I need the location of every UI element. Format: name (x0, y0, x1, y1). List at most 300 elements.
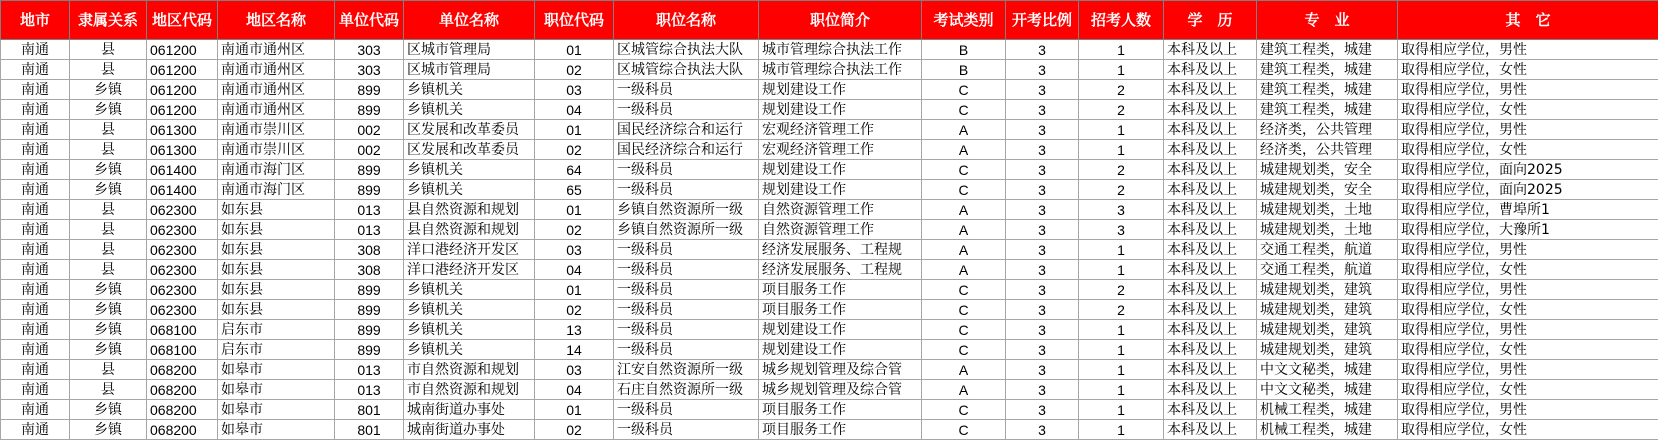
cell-position-name[interactable]: 一级科员 (614, 400, 759, 420)
cell-exam-category[interactable]: C (922, 280, 1006, 300)
cell-major[interactable]: 建筑工程类，城建 (1257, 80, 1398, 100)
cell-region-code[interactable]: 062300 (147, 300, 218, 320)
cell-headcount[interactable]: 2 (1079, 100, 1164, 120)
cell-headcount[interactable]: 1 (1079, 420, 1164, 440)
cell-region-name[interactable]: 如东县 (218, 260, 335, 280)
cell-headcount[interactable]: 3 (1079, 200, 1164, 220)
cell-city[interactable]: 南通 (1, 80, 70, 100)
cell-city[interactable]: 南通 (1, 420, 70, 440)
cell-exam-category[interactable]: C (922, 320, 1006, 340)
cell-position-code[interactable]: 03 (535, 240, 614, 260)
cell-position-desc[interactable]: 城市管理综合执法工作 (759, 60, 922, 80)
cell-exam-category[interactable]: A (922, 240, 1006, 260)
col-header-exam-category[interactable]: 考试类别 (922, 1, 1006, 40)
cell-position-code[interactable]: 02 (535, 60, 614, 80)
cell-unit-code[interactable]: 303 (335, 60, 404, 80)
cell-unit-name[interactable]: 洋口港经济开发区 (404, 240, 535, 260)
cell-major[interactable]: 建筑工程类，城建 (1257, 60, 1398, 80)
cell-exam-category[interactable]: C (922, 180, 1006, 200)
cell-unit-code[interactable]: 899 (335, 300, 404, 320)
col-header-unit-code[interactable]: 单位代码 (335, 1, 404, 40)
cell-other[interactable]: 取得相应学位，大豫所1 (1398, 220, 1658, 240)
cell-other[interactable]: 取得相应学位，男性 (1398, 240, 1658, 260)
cell-region-code[interactable]: 068200 (147, 360, 218, 380)
cell-city[interactable]: 南通 (1, 340, 70, 360)
col-header-headcount[interactable]: 招考人数 (1079, 1, 1164, 40)
cell-education[interactable]: 本科及以上 (1164, 220, 1257, 240)
cell-exam-ratio[interactable]: 3 (1006, 300, 1079, 320)
cell-unit-name[interactable]: 乡镇机关 (404, 180, 535, 200)
cell-exam-category[interactable]: A (922, 140, 1006, 160)
cell-city[interactable]: 南通 (1, 260, 70, 280)
cell-exam-ratio[interactable]: 3 (1006, 420, 1079, 440)
cell-position-name[interactable]: 乡镇自然资源所一级 (614, 200, 759, 220)
cell-position-desc[interactable]: 规划建设工作 (759, 340, 922, 360)
cell-position-code[interactable]: 02 (535, 300, 614, 320)
cell-exam-category[interactable]: A (922, 380, 1006, 400)
cell-position-name[interactable]: 一级科员 (614, 240, 759, 260)
cell-unit-name[interactable]: 乡镇机关 (404, 340, 535, 360)
cell-region-name[interactable]: 南通市通州区 (218, 60, 335, 80)
cell-education[interactable]: 本科及以上 (1164, 80, 1257, 100)
cell-region-code[interactable]: 062300 (147, 260, 218, 280)
cell-unit-code[interactable]: 899 (335, 340, 404, 360)
cell-position-code[interactable]: 01 (535, 120, 614, 140)
cell-region-name[interactable]: 启东市 (218, 340, 335, 360)
cell-position-code[interactable]: 01 (535, 40, 614, 60)
col-header-region-name[interactable]: 地区名称 (218, 1, 335, 40)
cell-affiliation[interactable]: 乡镇 (70, 100, 147, 120)
cell-city[interactable]: 南通 (1, 200, 70, 220)
cell-unit-code[interactable]: 013 (335, 200, 404, 220)
cell-position-desc[interactable]: 经济发展服务、工程规 (759, 240, 922, 260)
cell-unit-name[interactable]: 洋口港经济开发区 (404, 260, 535, 280)
cell-headcount[interactable]: 3 (1079, 220, 1164, 240)
cell-city[interactable]: 南通 (1, 300, 70, 320)
cell-education[interactable]: 本科及以上 (1164, 420, 1257, 440)
cell-region-code[interactable]: 062300 (147, 280, 218, 300)
cell-affiliation[interactable]: 乡镇 (70, 400, 147, 420)
cell-position-name[interactable]: 石庄自然资源所一级 (614, 380, 759, 400)
cell-unit-name[interactable]: 城南街道办事处 (404, 400, 535, 420)
cell-exam-category[interactable]: A (922, 360, 1006, 380)
cell-position-name[interactable]: 一级科员 (614, 100, 759, 120)
col-header-affiliation[interactable]: 隶属关系 (70, 1, 147, 40)
cell-region-name[interactable]: 如皋市 (218, 420, 335, 440)
cell-unit-name[interactable]: 区城市管理局 (404, 40, 535, 60)
cell-position-name[interactable]: 一级科员 (614, 280, 759, 300)
cell-other[interactable]: 取得相应学位，面向2025 (1398, 160, 1658, 180)
cell-education[interactable]: 本科及以上 (1164, 160, 1257, 180)
cell-position-name[interactable]: 乡镇自然资源所一级 (614, 220, 759, 240)
cell-unit-code[interactable]: 013 (335, 360, 404, 380)
cell-position-desc[interactable]: 城乡规划管理及综合管 (759, 360, 922, 380)
cell-city[interactable]: 南通 (1, 360, 70, 380)
cell-region-name[interactable]: 如东县 (218, 240, 335, 260)
cell-city[interactable]: 南通 (1, 160, 70, 180)
cell-affiliation[interactable]: 乡镇 (70, 180, 147, 200)
cell-region-code[interactable]: 068100 (147, 340, 218, 360)
cell-region-name[interactable]: 如东县 (218, 200, 335, 220)
cell-exam-ratio[interactable]: 3 (1006, 220, 1079, 240)
cell-region-code[interactable]: 061200 (147, 40, 218, 60)
cell-other[interactable]: 取得相应学位，男性 (1398, 320, 1658, 340)
cell-affiliation[interactable]: 县 (70, 40, 147, 60)
cell-position-desc[interactable]: 项目服务工作 (759, 400, 922, 420)
cell-region-name[interactable]: 南通市通州区 (218, 80, 335, 100)
cell-position-code[interactable]: 01 (535, 280, 614, 300)
cell-unit-name[interactable]: 乡镇机关 (404, 80, 535, 100)
cell-exam-ratio[interactable]: 3 (1006, 40, 1079, 60)
cell-position-code[interactable]: 01 (535, 200, 614, 220)
cell-education[interactable]: 本科及以上 (1164, 360, 1257, 380)
cell-major[interactable]: 建筑工程类，城建 (1257, 100, 1398, 120)
cell-city[interactable]: 南通 (1, 280, 70, 300)
cell-region-name[interactable]: 南通市崇川区 (218, 120, 335, 140)
col-header-major[interactable]: 专 业 (1257, 1, 1398, 40)
cell-unit-code[interactable]: 002 (335, 140, 404, 160)
cell-headcount[interactable]: 2 (1079, 300, 1164, 320)
cell-position-name[interactable]: 一级科员 (614, 80, 759, 100)
cell-position-code[interactable]: 13 (535, 320, 614, 340)
cell-exam-ratio[interactable]: 3 (1006, 180, 1079, 200)
cell-headcount[interactable]: 1 (1079, 60, 1164, 80)
cell-education[interactable]: 本科及以上 (1164, 320, 1257, 340)
cell-unit-name[interactable]: 城南街道办事处 (404, 420, 535, 440)
col-header-position-name[interactable]: 职位名称 (614, 1, 759, 40)
cell-headcount[interactable]: 1 (1079, 260, 1164, 280)
cell-exam-category[interactable]: C (922, 80, 1006, 100)
cell-affiliation[interactable]: 乡镇 (70, 340, 147, 360)
cell-unit-name[interactable]: 区发展和改革委员 (404, 120, 535, 140)
cell-unit-code[interactable]: 899 (335, 160, 404, 180)
cell-position-code[interactable]: 65 (535, 180, 614, 200)
cell-region-code[interactable]: 061200 (147, 80, 218, 100)
cell-education[interactable]: 本科及以上 (1164, 180, 1257, 200)
cell-education[interactable]: 本科及以上 (1164, 260, 1257, 280)
cell-unit-name[interactable]: 市自然资源和规划 (404, 360, 535, 380)
cell-region-code[interactable]: 062300 (147, 220, 218, 240)
cell-region-code[interactable]: 061400 (147, 180, 218, 200)
cell-exam-category[interactable]: A (922, 120, 1006, 140)
cell-unit-name[interactable]: 乡镇机关 (404, 280, 535, 300)
cell-major[interactable]: 城建规划类，建筑 (1257, 320, 1398, 340)
cell-headcount[interactable]: 1 (1079, 380, 1164, 400)
cell-major[interactable]: 城建规划类，建筑 (1257, 340, 1398, 360)
cell-education[interactable]: 本科及以上 (1164, 200, 1257, 220)
cell-affiliation[interactable]: 乡镇 (70, 280, 147, 300)
cell-headcount[interactable]: 2 (1079, 280, 1164, 300)
cell-position-name[interactable]: 一级科员 (614, 260, 759, 280)
cell-headcount[interactable]: 2 (1079, 180, 1164, 200)
cell-affiliation[interactable]: 乡镇 (70, 320, 147, 340)
cell-unit-name[interactable]: 县自然资源和规划 (404, 200, 535, 220)
cell-unit-code[interactable]: 899 (335, 320, 404, 340)
cell-major[interactable]: 经济类，公共管理 (1257, 120, 1398, 140)
cell-exam-ratio[interactable]: 3 (1006, 280, 1079, 300)
cell-region-name[interactable]: 南通市海门区 (218, 180, 335, 200)
cell-position-code[interactable]: 64 (535, 160, 614, 180)
cell-affiliation[interactable]: 县 (70, 240, 147, 260)
cell-major[interactable]: 建筑工程类，城建 (1257, 40, 1398, 60)
col-header-education[interactable]: 学 历 (1164, 1, 1257, 40)
cell-education[interactable]: 本科及以上 (1164, 100, 1257, 120)
cell-region-code[interactable]: 061300 (147, 140, 218, 160)
cell-region-name[interactable]: 如皋市 (218, 360, 335, 380)
cell-exam-ratio[interactable]: 3 (1006, 200, 1079, 220)
cell-unit-name[interactable]: 区城市管理局 (404, 60, 535, 80)
cell-exam-ratio[interactable]: 3 (1006, 160, 1079, 180)
cell-position-code[interactable]: 01 (535, 400, 614, 420)
cell-position-desc[interactable]: 规划建设工作 (759, 100, 922, 120)
cell-position-desc[interactable]: 经济发展服务、工程规 (759, 260, 922, 280)
cell-position-code[interactable]: 04 (535, 260, 614, 280)
cell-exam-ratio[interactable]: 3 (1006, 80, 1079, 100)
cell-city[interactable]: 南通 (1, 180, 70, 200)
cell-other[interactable]: 取得相应学位，面向2025 (1398, 180, 1658, 200)
cell-headcount[interactable]: 2 (1079, 160, 1164, 180)
cell-exam-ratio[interactable]: 3 (1006, 380, 1079, 400)
cell-major[interactable]: 城建规划类，建筑 (1257, 300, 1398, 320)
cell-unit-code[interactable]: 899 (335, 100, 404, 120)
cell-major[interactable]: 城建规划类，建筑 (1257, 280, 1398, 300)
cell-position-desc[interactable]: 城市管理综合执法工作 (759, 40, 922, 60)
cell-unit-name[interactable]: 乡镇机关 (404, 100, 535, 120)
cell-region-name[interactable]: 启东市 (218, 320, 335, 340)
cell-education[interactable]: 本科及以上 (1164, 380, 1257, 400)
cell-region-name[interactable]: 如东县 (218, 300, 335, 320)
col-header-unit-name[interactable]: 单位名称 (404, 1, 535, 40)
cell-other[interactable]: 取得相应学位，男性 (1398, 280, 1658, 300)
cell-affiliation[interactable]: 县 (70, 140, 147, 160)
cell-region-code[interactable]: 068100 (147, 320, 218, 340)
cell-major[interactable]: 中文文秘类，城建 (1257, 360, 1398, 380)
cell-unit-code[interactable]: 013 (335, 220, 404, 240)
cell-position-name[interactable]: 区城管综合执法大队 (614, 60, 759, 80)
cell-unit-code[interactable]: 013 (335, 380, 404, 400)
cell-affiliation[interactable]: 县 (70, 200, 147, 220)
cell-affiliation[interactable]: 县 (70, 260, 147, 280)
cell-other[interactable]: 取得相应学位，女性 (1398, 340, 1658, 360)
cell-region-code[interactable]: 061400 (147, 160, 218, 180)
cell-position-desc[interactable]: 规划建设工作 (759, 160, 922, 180)
cell-unit-code[interactable]: 002 (335, 120, 404, 140)
cell-region-name[interactable]: 南通市海门区 (218, 160, 335, 180)
cell-exam-category[interactable]: B (922, 40, 1006, 60)
cell-city[interactable]: 南通 (1, 100, 70, 120)
cell-exam-ratio[interactable]: 3 (1006, 340, 1079, 360)
cell-position-code[interactable]: 03 (535, 360, 614, 380)
cell-affiliation[interactable]: 乡镇 (70, 160, 147, 180)
cell-headcount[interactable]: 1 (1079, 140, 1164, 160)
cell-exam-ratio[interactable]: 3 (1006, 140, 1079, 160)
cell-position-code[interactable]: 02 (535, 140, 614, 160)
cell-region-name[interactable]: 如东县 (218, 280, 335, 300)
cell-exam-ratio[interactable]: 3 (1006, 360, 1079, 380)
cell-position-desc[interactable]: 项目服务工作 (759, 280, 922, 300)
cell-education[interactable]: 本科及以上 (1164, 40, 1257, 60)
cell-headcount[interactable]: 1 (1079, 400, 1164, 420)
cell-headcount[interactable]: 1 (1079, 340, 1164, 360)
cell-region-code[interactable]: 061300 (147, 120, 218, 140)
cell-region-code[interactable]: 061200 (147, 60, 218, 80)
cell-other[interactable]: 取得相应学位，男性 (1398, 80, 1658, 100)
cell-exam-ratio[interactable]: 3 (1006, 100, 1079, 120)
cell-position-name[interactable]: 区城管综合执法大队 (614, 40, 759, 60)
cell-position-desc[interactable]: 规划建设工作 (759, 180, 922, 200)
cell-education[interactable]: 本科及以上 (1164, 240, 1257, 260)
cell-other[interactable]: 取得相应学位，女性 (1398, 100, 1658, 120)
cell-city[interactable]: 南通 (1, 220, 70, 240)
cell-education[interactable]: 本科及以上 (1164, 300, 1257, 320)
cell-region-name[interactable]: 如东县 (218, 220, 335, 240)
cell-position-name[interactable]: 一级科员 (614, 300, 759, 320)
cell-affiliation[interactable]: 乡镇 (70, 300, 147, 320)
cell-education[interactable]: 本科及以上 (1164, 280, 1257, 300)
cell-exam-category[interactable]: B (922, 60, 1006, 80)
cell-unit-name[interactable]: 市自然资源和规划 (404, 380, 535, 400)
cell-education[interactable]: 本科及以上 (1164, 120, 1257, 140)
cell-exam-category[interactable]: C (922, 400, 1006, 420)
cell-headcount[interactable]: 1 (1079, 360, 1164, 380)
cell-major[interactable]: 城建规划类，安全 (1257, 160, 1398, 180)
cell-exam-ratio[interactable]: 3 (1006, 120, 1079, 140)
cell-unit-name[interactable]: 乡镇机关 (404, 300, 535, 320)
cell-region-code[interactable]: 068200 (147, 420, 218, 440)
cell-region-code[interactable]: 061200 (147, 100, 218, 120)
cell-headcount[interactable]: 2 (1079, 80, 1164, 100)
cell-major[interactable]: 城建规划类，土地 (1257, 200, 1398, 220)
cell-other[interactable]: 取得相应学位，男性 (1398, 360, 1658, 380)
cell-unit-name[interactable]: 乡镇机关 (404, 320, 535, 340)
cell-exam-category[interactable]: A (922, 220, 1006, 240)
cell-position-code[interactable]: 14 (535, 340, 614, 360)
cell-city[interactable]: 南通 (1, 40, 70, 60)
cell-position-name[interactable]: 一级科员 (614, 340, 759, 360)
cell-city[interactable]: 南通 (1, 400, 70, 420)
cell-affiliation[interactable]: 县 (70, 380, 147, 400)
cell-region-name[interactable]: 如皋市 (218, 400, 335, 420)
cell-unit-code[interactable]: 308 (335, 240, 404, 260)
cell-region-code[interactable]: 062300 (147, 200, 218, 220)
cell-other[interactable]: 取得相应学位，女性 (1398, 300, 1658, 320)
cell-position-name[interactable]: 一级科员 (614, 180, 759, 200)
col-header-city[interactable]: 地市 (1, 1, 70, 40)
cell-major[interactable]: 交通工程类，航道 (1257, 240, 1398, 260)
cell-position-desc[interactable]: 规划建设工作 (759, 80, 922, 100)
cell-unit-name[interactable]: 乡镇机关 (404, 160, 535, 180)
cell-exam-category[interactable]: A (922, 200, 1006, 220)
cell-other[interactable]: 取得相应学位，女性 (1398, 140, 1658, 160)
cell-region-name[interactable]: 南通市通州区 (218, 40, 335, 60)
cell-education[interactable]: 本科及以上 (1164, 140, 1257, 160)
cell-position-name[interactable]: 国民经济综合和运行 (614, 140, 759, 160)
cell-city[interactable]: 南通 (1, 240, 70, 260)
cell-position-desc[interactable]: 自然资源管理工作 (759, 200, 922, 220)
cell-headcount[interactable]: 1 (1079, 240, 1164, 260)
cell-major[interactable]: 交通工程类，航道 (1257, 260, 1398, 280)
cell-position-name[interactable]: 江安自然资源所一级 (614, 360, 759, 380)
cell-exam-category[interactable]: C (922, 340, 1006, 360)
cell-affiliation[interactable]: 县 (70, 60, 147, 80)
cell-affiliation[interactable]: 县 (70, 220, 147, 240)
cell-region-name[interactable]: 南通市通州区 (218, 100, 335, 120)
cell-other[interactable]: 取得相应学位，女性 (1398, 60, 1658, 80)
cell-exam-ratio[interactable]: 3 (1006, 400, 1079, 420)
cell-region-code[interactable]: 062300 (147, 240, 218, 260)
cell-city[interactable]: 南通 (1, 320, 70, 340)
cell-region-code[interactable]: 068200 (147, 380, 218, 400)
cell-unit-code[interactable]: 801 (335, 400, 404, 420)
cell-education[interactable]: 本科及以上 (1164, 340, 1257, 360)
cell-position-name[interactable]: 一级科员 (614, 160, 759, 180)
cell-headcount[interactable]: 1 (1079, 40, 1164, 60)
cell-major[interactable]: 机械工程类，城建 (1257, 420, 1398, 440)
cell-other[interactable]: 取得相应学位，曹埠所1 (1398, 200, 1658, 220)
cell-major[interactable]: 中文文秘类，城建 (1257, 380, 1398, 400)
cell-position-desc[interactable]: 自然资源管理工作 (759, 220, 922, 240)
cell-position-desc[interactable]: 宏观经济管理工作 (759, 140, 922, 160)
cell-headcount[interactable]: 1 (1079, 120, 1164, 140)
cell-affiliation[interactable]: 乡镇 (70, 420, 147, 440)
cell-city[interactable]: 南通 (1, 120, 70, 140)
cell-position-code[interactable]: 03 (535, 80, 614, 100)
cell-major[interactable]: 城建规划类，安全 (1257, 180, 1398, 200)
cell-affiliation[interactable]: 县 (70, 360, 147, 380)
cell-position-desc[interactable]: 城乡规划管理及综合管 (759, 380, 922, 400)
cell-exam-category[interactable]: C (922, 420, 1006, 440)
cell-headcount[interactable]: 1 (1079, 320, 1164, 340)
cell-region-name[interactable]: 南通市崇川区 (218, 140, 335, 160)
cell-position-code[interactable]: 02 (535, 220, 614, 240)
col-header-exam-ratio[interactable]: 开考比例 (1006, 1, 1079, 40)
cell-other[interactable]: 取得相应学位，女性 (1398, 260, 1658, 280)
cell-exam-ratio[interactable]: 3 (1006, 260, 1079, 280)
cell-unit-code[interactable]: 899 (335, 280, 404, 300)
cell-other[interactable]: 取得相应学位，男性 (1398, 120, 1658, 140)
cell-region-name[interactable]: 如皋市 (218, 380, 335, 400)
cell-exam-category[interactable]: C (922, 160, 1006, 180)
cell-unit-code[interactable]: 801 (335, 420, 404, 440)
cell-other[interactable]: 取得相应学位，女性 (1398, 380, 1658, 400)
cell-city[interactable]: 南通 (1, 380, 70, 400)
col-header-region-code[interactable]: 地区代码 (147, 1, 218, 40)
cell-position-desc[interactable]: 项目服务工作 (759, 300, 922, 320)
cell-position-name[interactable]: 一级科员 (614, 420, 759, 440)
cell-city[interactable]: 南通 (1, 140, 70, 160)
col-header-position-desc[interactable]: 职位简介 (759, 1, 922, 40)
cell-position-code[interactable]: 04 (535, 380, 614, 400)
cell-other[interactable]: 取得相应学位，男性 (1398, 40, 1658, 60)
cell-exam-ratio[interactable]: 3 (1006, 320, 1079, 340)
cell-major[interactable]: 经济类，公共管理 (1257, 140, 1398, 160)
cell-position-desc[interactable]: 项目服务工作 (759, 420, 922, 440)
cell-unit-code[interactable]: 899 (335, 80, 404, 100)
cell-exam-category[interactable]: C (922, 300, 1006, 320)
cell-exam-category[interactable]: C (922, 100, 1006, 120)
cell-region-code[interactable]: 068200 (147, 400, 218, 420)
cell-unit-code[interactable]: 899 (335, 180, 404, 200)
cell-unit-name[interactable]: 县自然资源和规划 (404, 220, 535, 240)
cell-unit-code[interactable]: 308 (335, 260, 404, 280)
cell-affiliation[interactable]: 县 (70, 120, 147, 140)
cell-other[interactable]: 取得相应学位，男性 (1398, 400, 1658, 420)
cell-affiliation[interactable]: 乡镇 (70, 80, 147, 100)
cell-exam-category[interactable]: A (922, 260, 1006, 280)
cell-position-name[interactable]: 国民经济综合和运行 (614, 120, 759, 140)
cell-city[interactable]: 南通 (1, 60, 70, 80)
cell-position-code[interactable]: 02 (535, 420, 614, 440)
